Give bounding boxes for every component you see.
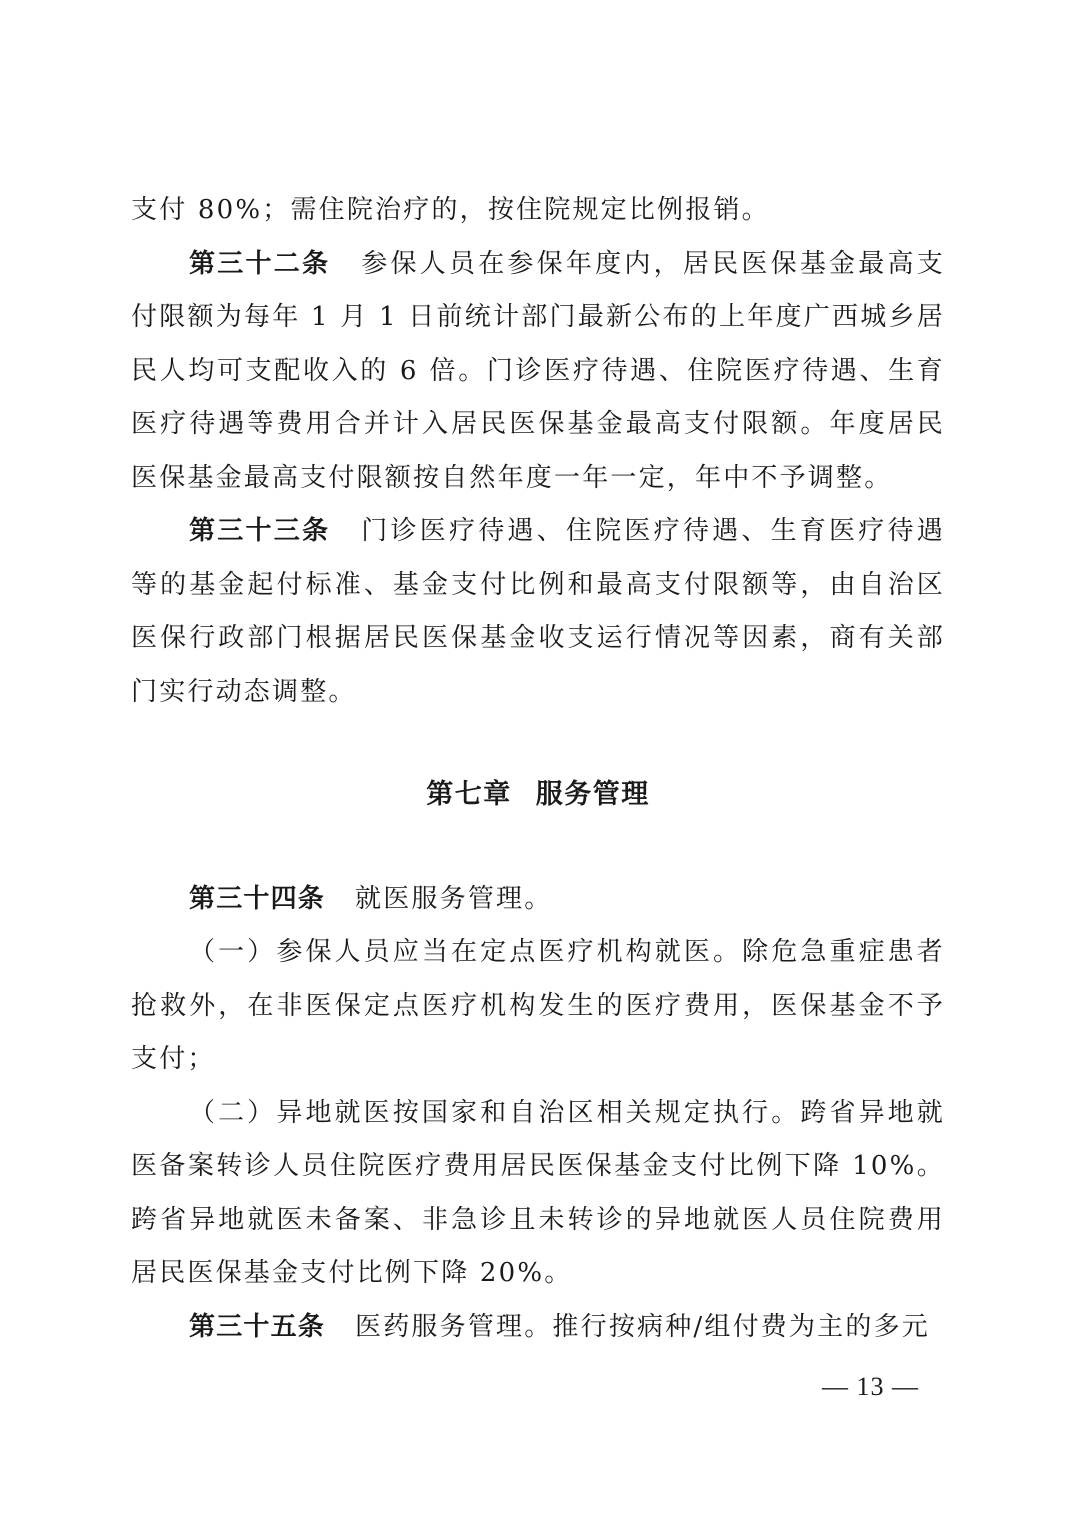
article-35-heading: 第三十五条 xyxy=(189,1311,326,1342)
article-32-heading: 第三十二条 xyxy=(189,248,331,279)
article-33-heading: 第三十三条 xyxy=(189,516,331,546)
chapter-number: 第七章 xyxy=(426,779,512,810)
chapter-heading xyxy=(131,768,945,822)
article-32-text: 参保人员在参保年度内，居民医保基金最高支付限额为每年 1 月 1 日前统计部门最新公布的上年度广西城乡居民人均可支配收入的 6 倍。门诊医疗待遇、住院医疗待遇、生育医疗待遇等费用合并计入居民医保基金最高支付限额。年度居民医保基金最高支付限额按自然年度一年一定，年中不予调整。 xyxy=(131,248,945,493)
article-35 xyxy=(131,1301,945,1355)
document-body xyxy=(131,184,945,1354)
continuation-paragraph: 支付 80%；需住院治疗的，按住院规定比例报销。 xyxy=(131,195,770,225)
article-35-text: 医药服务管理。推行按病种/组付费为主的多元 xyxy=(355,1311,930,1342)
article-34-heading: 第三十四条 xyxy=(189,883,326,914)
article-34-item-2: （二）异地就医按国家和自治区相关规定执行。跨省异地就医备案转诊人员住院医疗费用居民医保基金支付比例下降 10%。跨省异地就医未备案、非急诊且未转诊的异地就医人员住院费用居民医保基金支付比例下降 20%。 xyxy=(131,1097,945,1288)
article-33-text: 门诊医疗待遇、住院医疗待遇、生育医疗待遇等的基金起付标准、基金支付比例和最高支付限额等，由自治区医保行政部门根据居民医保基金收支运行情况等因素，商有关部门实行动态调整。 xyxy=(131,516,945,707)
article-34 xyxy=(131,873,945,927)
article-32 xyxy=(131,238,945,506)
article-33 xyxy=(131,505,945,719)
chapter-title: 服务管理 xyxy=(535,779,650,810)
article-34-item-1: （一）参保人员应当在定点医疗机构就医。除危急重症患者抢救外，在非医保定点医疗机构发生的医疗费用，医保基金不予支付； xyxy=(131,937,945,1074)
page-number: — 13 — xyxy=(822,1372,919,1401)
article-34-text: 就医服务管理。 xyxy=(355,883,553,914)
